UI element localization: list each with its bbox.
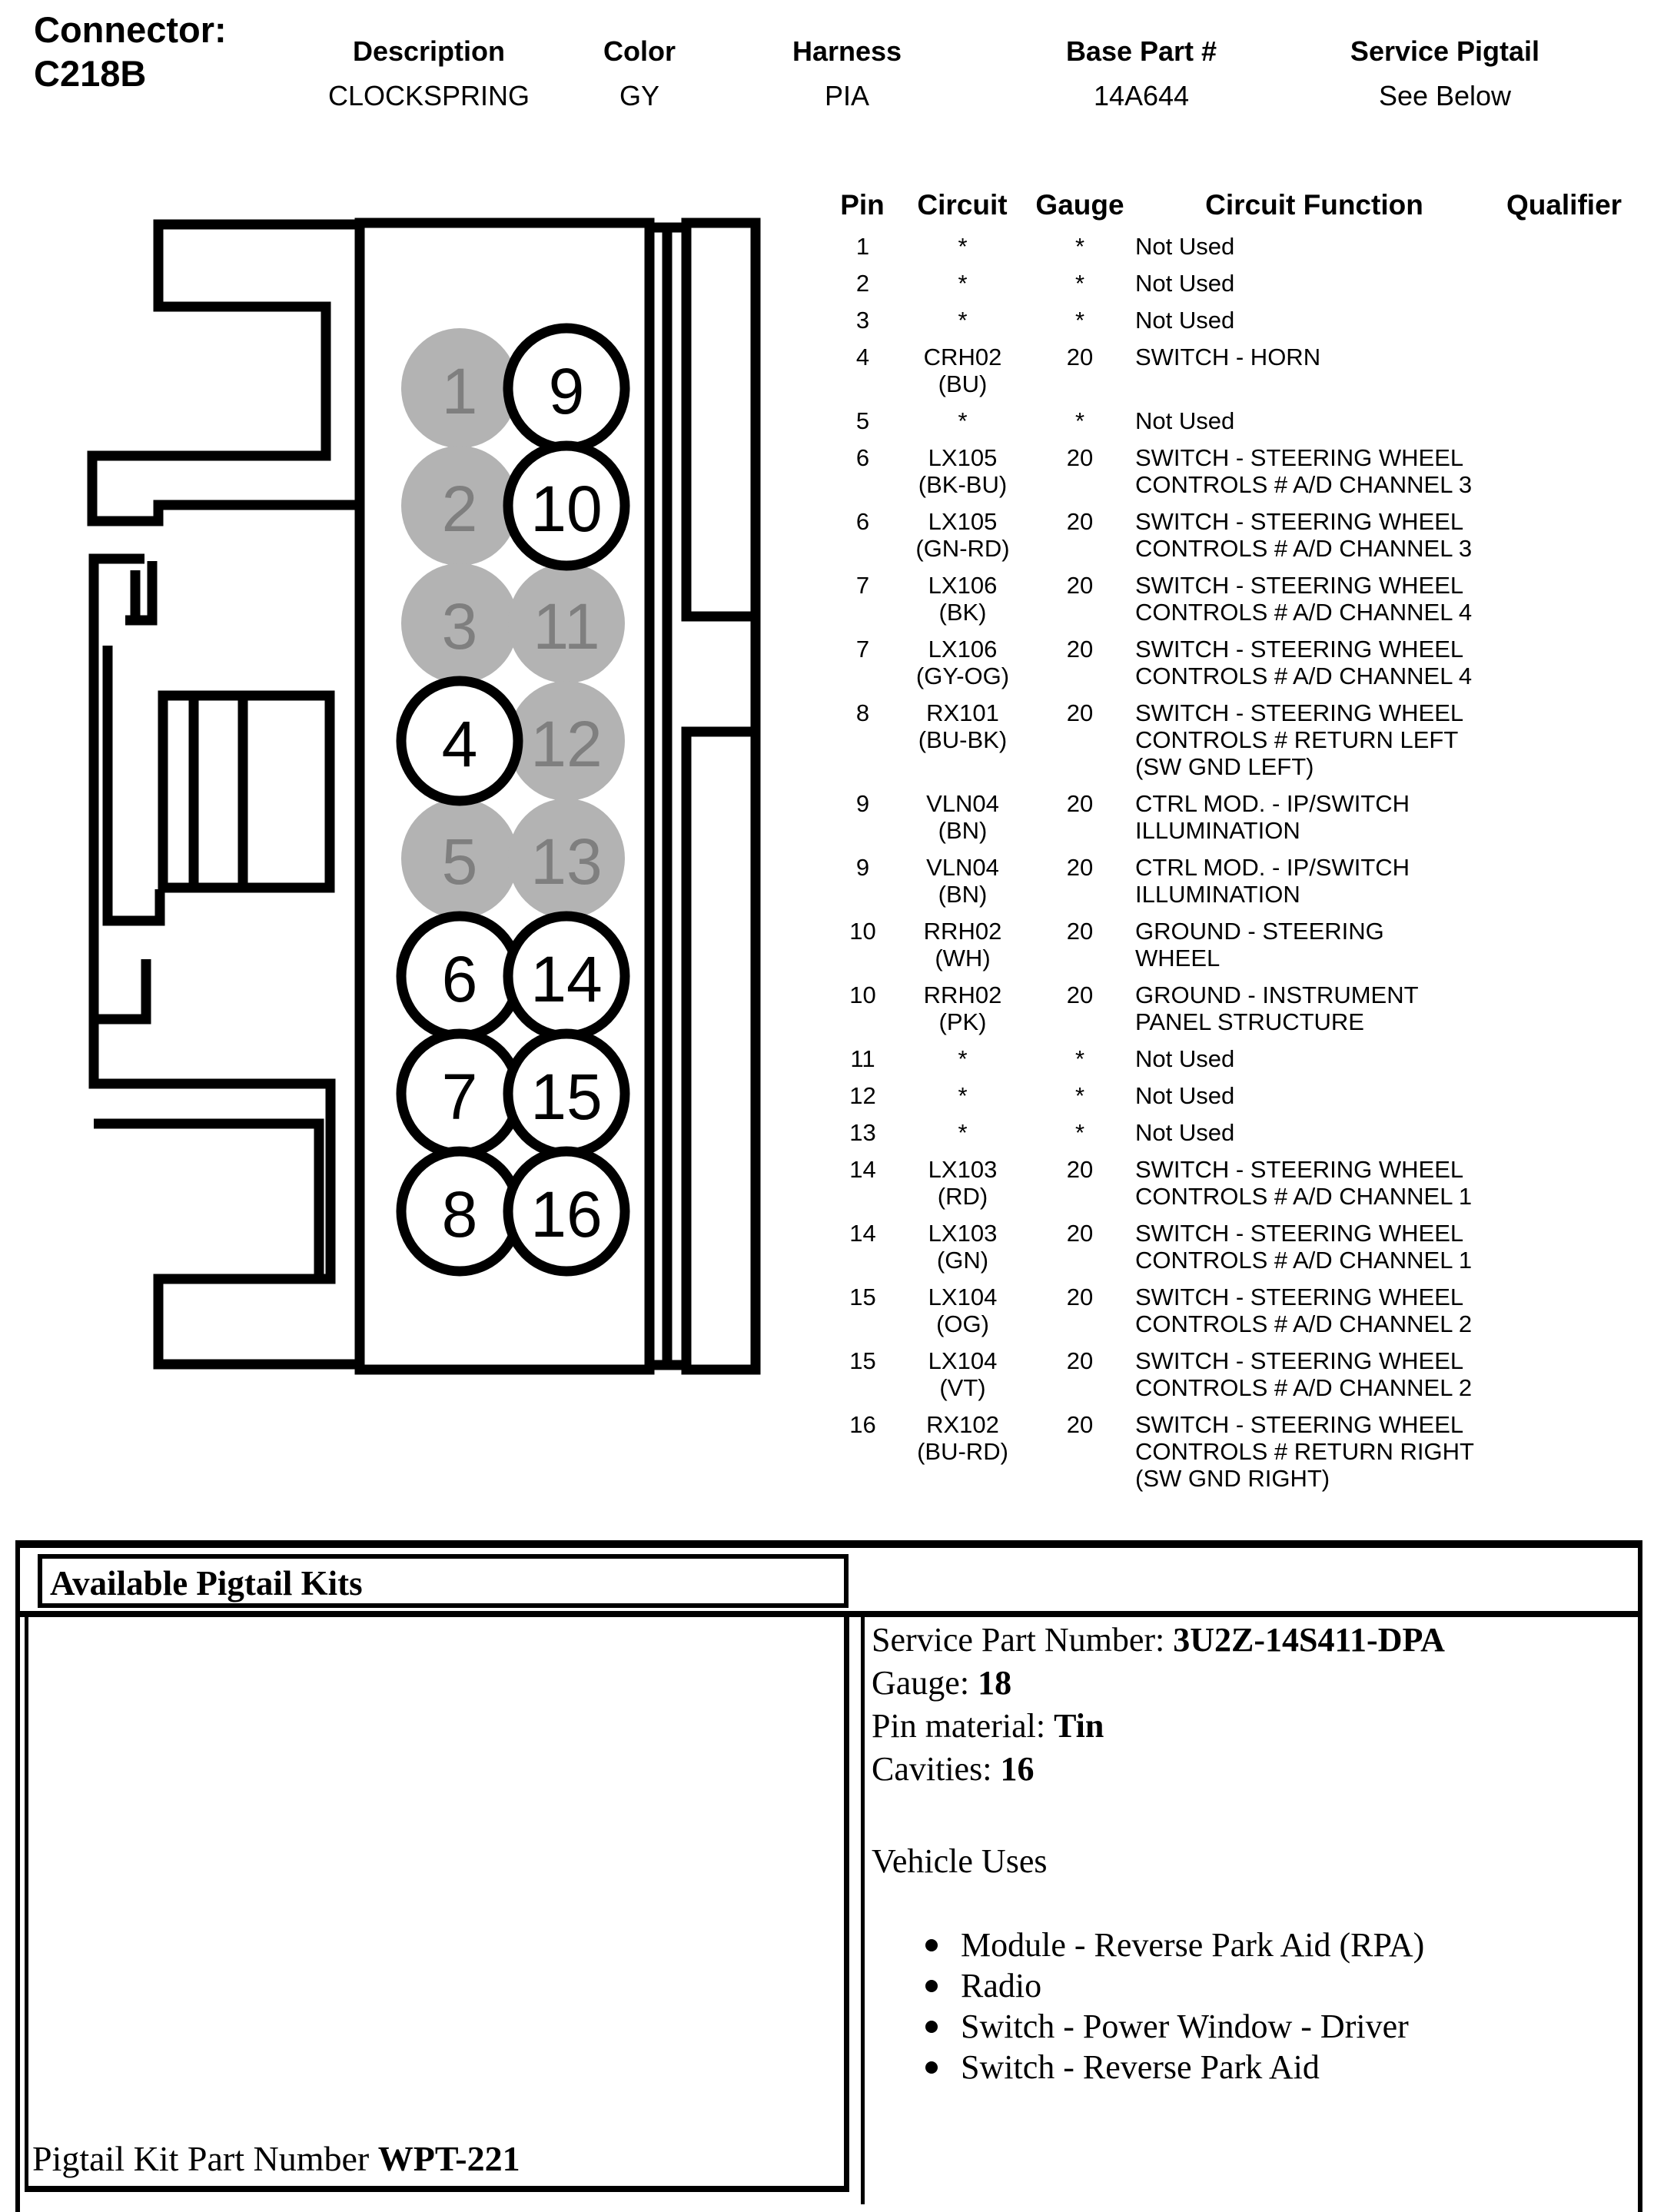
kit-number-value: WPT-221 <box>377 2139 520 2178</box>
vertical-divider <box>861 1617 865 2204</box>
cell-gauge: 20 <box>1066 981 1094 1008</box>
cell-qualifier <box>1564 790 1610 844</box>
cell-gauge: 20 <box>1066 1411 1094 1438</box>
cell-circuit-function: Not Used <box>1135 407 1235 434</box>
list-item <box>872 2006 1632 2047</box>
connector-left-edge <box>94 559 146 1019</box>
cell-gauge: * <box>1074 233 1085 260</box>
table-row <box>834 572 1626 626</box>
table-row <box>834 1045 1626 1072</box>
connector-small-channel <box>125 561 152 620</box>
cavities-value: 16 <box>1000 1750 1035 1788</box>
pin-number-15: 15 <box>530 1061 603 1133</box>
cell-circuit-function: SWITCH - HORN <box>1135 344 1321 370</box>
table-row <box>834 1347 1626 1401</box>
table-row <box>834 1284 1626 1337</box>
cell-circuit: LX106 (GY-OG) <box>915 636 1010 689</box>
connector-id: C218B <box>34 53 147 94</box>
cell-qualifier <box>1564 1119 1610 1146</box>
connector-lower-slot <box>686 732 756 1370</box>
cell-pin: 5 <box>855 407 870 434</box>
cavities-label: Cavities: <box>872 1750 1001 1788</box>
cell-gauge: 20 <box>1066 1284 1094 1310</box>
cell-circuit: RX102 (BU-RD) <box>917 1411 1008 1465</box>
cell-qualifier <box>1564 344 1610 397</box>
cell-circuit: LX105 (GN-RD) <box>915 508 1010 562</box>
pin-circles <box>401 328 625 1271</box>
cell-circuit-function: GROUND - INSTRUMENT PANEL STRUCTURE <box>1135 981 1419 1035</box>
cell-circuit: LX105 (BK-BU) <box>918 444 1008 498</box>
vehicle-use-text: Switch - Reverse Park Aid <box>961 2048 1320 2086</box>
cell-pin: 6 <box>855 508 870 535</box>
cell-qualifier <box>1564 1045 1610 1072</box>
cell-gauge: 20 <box>1066 699 1094 726</box>
cell-circuit: VLN04 (BN) <box>926 790 999 844</box>
pin-table-header <box>0 189 1654 220</box>
header-col-label-3: Base Part # <box>1065 35 1217 67</box>
pigtail-left-cell <box>25 1617 849 2192</box>
gauge-line <box>872 1662 1632 1705</box>
header-col-value-0: CLOCKSPRING <box>327 80 530 111</box>
cell-circuit: CRH02 (BU) <box>923 344 1002 397</box>
cell-circuit-function: SWITCH - STEERING WHEEL CONTROLS # A/D CHANNEL 3 <box>1135 444 1473 498</box>
vehicle-use-text: Switch - Power Window - Driver <box>961 2007 1409 2045</box>
cell-qualifier <box>1564 1082 1610 1109</box>
header-col-value-2: PIA <box>824 80 870 111</box>
pin-material-label: Pin material: <box>872 1707 1055 1745</box>
col-header-gauge: Gauge <box>1035 189 1124 221</box>
cell-circuit-function: SWITCH - STEERING WHEEL CONTROLS # A/D CHANNEL 4 <box>1135 572 1473 626</box>
cell-pin: 1 <box>855 233 870 260</box>
table-row <box>834 854 1626 908</box>
cell-qualifier <box>1564 636 1610 689</box>
vehicle-uses-list <box>872 1925 1632 2087</box>
connector-bottom-inner-line <box>94 1124 319 1279</box>
header-col-label-2: Harness <box>792 35 902 67</box>
cell-qualifier <box>1564 1347 1610 1401</box>
cell-circuit: * <box>958 1119 968 1146</box>
connector-label: Connector: <box>34 9 227 50</box>
table-row <box>834 699 1626 780</box>
cell-gauge: 20 <box>1066 1347 1094 1374</box>
cell-circuit: RRH02 (WH) <box>923 918 1002 971</box>
header-col-value-1: GY <box>619 80 660 111</box>
cell-circuit: RRH02 (PK) <box>923 981 1002 1035</box>
cell-pin: 16 <box>849 1411 876 1438</box>
cell-circuit: * <box>958 270 968 297</box>
cell-gauge: * <box>1074 1119 1085 1146</box>
pigtail-kits-title: Available Pigtail Kits <box>50 1564 363 1603</box>
pin-number-3: 3 <box>441 590 478 663</box>
pin-number-13: 13 <box>530 825 603 898</box>
cell-circuit: LX104 (VT) <box>928 1347 998 1401</box>
pin-material-line <box>872 1705 1632 1748</box>
service-info <box>872 1619 1632 2087</box>
pin-number-14: 14 <box>530 943 603 1015</box>
cell-qualifier <box>1564 1284 1610 1337</box>
connector-divider-lines <box>194 696 243 888</box>
cell-gauge: 20 <box>1066 1220 1094 1247</box>
cell-pin: 15 <box>849 1284 876 1310</box>
cell-qualifier <box>1564 270 1610 297</box>
list-item <box>872 1925 1632 1965</box>
cell-gauge: 20 <box>1066 572 1094 599</box>
cell-gauge: * <box>1074 1082 1085 1109</box>
pin-number-8: 8 <box>441 1178 478 1250</box>
cell-circuit-function: SWITCH - STEERING WHEEL CONTROLS # A/D CHANNEL 2 <box>1135 1284 1473 1337</box>
pin-material-value: Tin <box>1054 1707 1104 1745</box>
bullet-icon <box>925 1939 938 1951</box>
cell-circuit: RX101 (BU-BK) <box>918 699 1008 753</box>
cell-circuit: * <box>958 233 968 260</box>
cell-circuit-function: GROUND - STEERING WHEEL <box>1135 918 1384 971</box>
cell-circuit-function: Not Used <box>1135 270 1235 297</box>
col-header-circuit: Circuit <box>917 189 1008 221</box>
cell-gauge: 20 <box>1066 344 1094 370</box>
header-col-label-1: Color <box>603 35 676 67</box>
cell-circuit-function: SWITCH - STEERING WHEEL CONTROLS # A/D CHANNEL 4 <box>1135 636 1473 689</box>
cell-qualifier <box>1564 1220 1610 1274</box>
cell-circuit-function: Not Used <box>1135 233 1235 260</box>
list-item <box>872 1965 1632 2006</box>
table-row <box>834 636 1626 689</box>
cell-gauge: * <box>1074 1045 1085 1072</box>
col-header-circuit-function: Circuit Function <box>1205 189 1423 221</box>
service-part-number-value: 3U2Z-14S411-DPA <box>1173 1621 1445 1659</box>
pin-number-16: 16 <box>530 1178 603 1250</box>
vehicle-use-text: Module - Reverse Park Aid (RPA) <box>961 1925 1425 1964</box>
connector-top-hook <box>92 224 360 521</box>
cell-circuit-function: SWITCH - STEERING WHEEL CONTROLS # RETURN RIGHT (SW GND RIGHT) <box>1135 1411 1474 1492</box>
header-col-value-3: 14A644 <box>1093 80 1190 111</box>
header-col-value-4: See Below <box>1378 80 1512 111</box>
cell-circuit-function: CTRL MOD. - IP/SWITCH ILLUMINATION <box>1135 790 1410 844</box>
list-item <box>872 2047 1632 2087</box>
cell-circuit-function: CTRL MOD. - IP/SWITCH ILLUMINATION <box>1135 854 1410 908</box>
pin-number-11: 11 <box>533 590 600 663</box>
cell-pin: 8 <box>855 699 870 726</box>
cell-pin: 7 <box>855 636 870 663</box>
kit-number-line <box>32 2138 520 2179</box>
table-row <box>834 1156 1626 1210</box>
header-col-label-0: Description <box>352 35 506 67</box>
cell-pin: 10 <box>849 981 876 1008</box>
cell-circuit-function: SWITCH - STEERING WHEEL CONTROLS # A/D CHANNEL 1 <box>1135 1156 1473 1210</box>
cell-circuit-function: SWITCH - STEERING WHEEL CONTROLS # A/D CHANNEL 2 <box>1135 1347 1473 1401</box>
pin-number-9: 9 <box>548 355 585 427</box>
cell-circuit-function: SWITCH - STEERING WHEEL CONTROLS # A/D CHANNEL 3 <box>1135 508 1473 562</box>
cell-qualifier <box>1564 981 1610 1035</box>
table-row <box>834 1220 1626 1274</box>
cell-pin: 15 <box>849 1347 876 1374</box>
cell-gauge: 20 <box>1066 444 1094 471</box>
cell-gauge: 20 <box>1066 1156 1094 1183</box>
service-part-number-label: Service Part Number: <box>872 1621 1174 1659</box>
table-row <box>834 233 1626 260</box>
pin-table <box>834 233 1626 1502</box>
cell-pin: 2 <box>855 270 870 297</box>
cell-circuit: VLN04 (BN) <box>926 854 999 908</box>
cell-circuit-function: Not Used <box>1135 1045 1235 1072</box>
pin-number-5: 5 <box>441 825 478 898</box>
cell-circuit-function: Not Used <box>1135 1119 1235 1146</box>
connector-upper-slot <box>686 223 756 616</box>
cell-qualifier <box>1564 918 1610 971</box>
pin-number-6: 6 <box>441 943 478 1015</box>
bullet-icon <box>925 2021 938 2033</box>
table-row <box>834 270 1626 297</box>
cell-circuit: * <box>958 1082 968 1109</box>
pin-number-10: 10 <box>530 473 603 545</box>
table-row <box>834 344 1626 397</box>
cell-qualifier <box>1564 1156 1610 1210</box>
cell-circuit: * <box>958 307 968 334</box>
service-part-number-line <box>872 1619 1632 1662</box>
cell-gauge: * <box>1074 407 1085 434</box>
connector-left-inner-line <box>108 646 160 921</box>
cell-circuit: LX103 (RD) <box>928 1156 998 1210</box>
pin-number-12: 12 <box>530 708 603 780</box>
connector-diagram <box>0 215 769 1377</box>
cell-gauge: 20 <box>1066 918 1094 945</box>
table-row <box>834 407 1626 434</box>
table-row <box>834 307 1626 334</box>
kit-number-label: Pigtail Kit Part Number <box>32 2139 378 2178</box>
cell-pin: 14 <box>849 1220 876 1247</box>
cell-gauge: * <box>1074 270 1085 297</box>
col-header-qualifier: Qualifier <box>1506 189 1622 221</box>
cell-circuit: * <box>958 1045 968 1072</box>
cell-circuit-function: SWITCH - STEERING WHEEL CONTROLS # RETURN LEFT (SW GND LEFT) <box>1135 699 1464 780</box>
table-row <box>834 1411 1626 1492</box>
table-row <box>834 444 1626 498</box>
table-row <box>834 981 1626 1035</box>
cell-qualifier <box>1564 572 1610 626</box>
cell-gauge: 20 <box>1066 854 1094 881</box>
cell-qualifier <box>1564 508 1610 562</box>
table-row <box>834 1082 1626 1109</box>
bullet-icon <box>925 2061 938 2074</box>
table-row <box>834 1119 1626 1146</box>
cell-circuit-function: Not Used <box>1135 1082 1235 1109</box>
table-row <box>834 508 1626 562</box>
cell-circuit-function: Not Used <box>1135 307 1235 334</box>
pin-number-1: 1 <box>441 355 478 427</box>
horizontal-divider <box>15 1611 1638 1617</box>
bullet-icon <box>925 1980 938 1992</box>
cell-qualifier <box>1564 407 1610 434</box>
cell-pin: 10 <box>849 918 876 945</box>
cavities-line <box>872 1748 1632 1791</box>
pigtail-kits-header-box <box>38 1554 849 1608</box>
cell-qualifier <box>1564 233 1610 260</box>
gauge-value: 18 <box>978 1664 1012 1702</box>
cell-pin: 12 <box>849 1082 876 1109</box>
cell-qualifier <box>1564 1411 1610 1492</box>
cell-circuit: LX106 (BK) <box>928 572 998 626</box>
cell-pin: 4 <box>855 344 870 370</box>
pin-number-7: 7 <box>441 1061 478 1133</box>
table-row <box>834 918 1626 971</box>
cell-qualifier <box>1564 854 1610 908</box>
cell-qualifier <box>1564 699 1610 780</box>
page-title <box>34 8 227 95</box>
col-header-pin: Pin <box>840 189 885 221</box>
cell-circuit: LX103 (GN) <box>928 1220 998 1274</box>
cell-circuit: * <box>958 407 968 434</box>
cell-circuit: LX104 (OG) <box>928 1284 998 1337</box>
pin-number-2: 2 <box>441 473 478 545</box>
cell-gauge: * <box>1074 307 1085 334</box>
cell-qualifier <box>1564 307 1610 334</box>
header-col-label-4: Service Pigtail <box>1350 35 1540 67</box>
vehicle-use-text: Radio <box>961 1966 1042 2004</box>
cell-pin: 7 <box>855 572 870 599</box>
cell-qualifier <box>1564 444 1610 498</box>
cell-pin: 11 <box>850 1045 875 1072</box>
gauge-label: Gauge: <box>872 1664 978 1702</box>
cell-circuit-function: SWITCH - STEERING WHEEL CONTROLS # A/D CHANNEL 1 <box>1135 1220 1473 1274</box>
cell-pin: 14 <box>849 1156 876 1183</box>
cell-pin: 9 <box>855 854 870 881</box>
cell-gauge: 20 <box>1066 636 1094 663</box>
cell-pin: 9 <box>855 790 870 817</box>
cell-pin: 3 <box>855 307 870 334</box>
vehicle-uses-title: Vehicle Uses <box>872 1842 1048 1880</box>
cell-gauge: 20 <box>1066 508 1094 535</box>
cell-pin: 13 <box>849 1119 876 1146</box>
pin-number-4: 4 <box>441 708 478 780</box>
cell-gauge: 20 <box>1066 790 1094 817</box>
table-row <box>834 790 1626 844</box>
cell-pin: 6 <box>855 444 870 471</box>
